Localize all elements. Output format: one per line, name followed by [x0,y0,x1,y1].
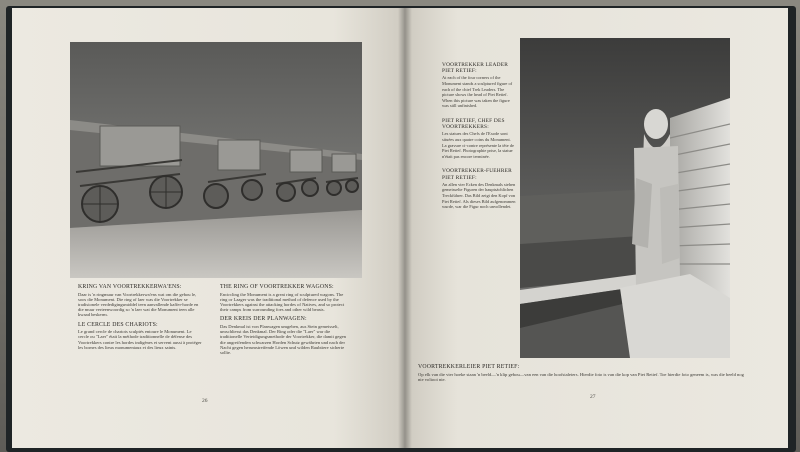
piet-retief-statue-photo [520,38,730,358]
page-number: 27 [590,394,596,400]
wagon-relief-illustration [70,42,362,278]
afrikaans-french-column [78,284,202,351]
sidebar-body: An allen vier Ecken des Denkmals stehen gemeisselte Figuren der hauptsächlichen Treckführer. Das Bild zeigt den Kopf von Piet Retief. Als dieses Bild aufgenommen wurde, war die Figur noch unvollendet. [442,181,516,210]
photo-caption [418,364,748,383]
column-heading: LE CERCLE DES CHARIOTS: [78,321,158,328]
english-german-column [220,284,350,356]
sidebar-text [442,62,516,211]
column-heading: THE RING OF VOORTREKKER WAGONS: [220,284,334,290]
ox-wagon-laager-relief-photo [70,42,362,278]
column-body: Daar is 'n ringmuur van Voortrekkerwa'ens wat om die gebou le, soos die Monument. Die ring of laer was die Voortrekker se tradisionele verdedigingsmiddel teen aanvallende kaffer-horde en die muur verteenwoordig so 'n laer wat die Monument teen alle kwaad beskerm. [78,291,199,318]
caption-heading: VOORTREKKERLEIER PIET RETIEF: [418,364,520,370]
column-body: Le grand cercle de chariots sculptés entoure le Monument. Le cercle ou "Laer" était la méthode traditionnelle de défense des Voortrekkers contre les hordes indigènes et servent aussi à protéger les bornes des lieux monumentaux et des lieux saints. [78,329,202,350]
left-page [12,8,404,448]
column-heading: DER KREIS DER PLANWAGEN: [220,316,307,323]
page-number: 26 [202,398,208,404]
sidebar-body: At each of the four corners of the Monument stands a sculptured figure of each of the chief Trek Leaders. The picture shows the head of Piet Retief. When this picture was taken the figure was still unfinished. [442,75,513,109]
right-page [404,8,788,448]
column-body: Encircling the Monument is a great ring of sculptured wagons. The ring or Laager was the traditional method of defence used by the Voortrekkers against the attacking hordes of Natives, and so protect their camps from surrounding foes and other wild beasts. [220,291,345,313]
column-body: Das Denkmal ist von Planwagen umgeben, aus Stein gemeisselt, umschliesst das Denkmal. Der Ring oder die "Laer" war die traditionelle Verteidigungsmethode der Voortrekker, die damit gegen die angreifenden schwarzen Horden Schutz gewährten und nach der Nacht gegen herumstreifende Löwen und wilden Raubtiere sicherte sollte. [220,324,346,356]
sidebar-body: Les statues des Chefs de l'Exode sont situées aux quatre coins du Monument. La gravure ci-contre représente la tête de Piet Retief. Photographie prise, la statue n'était pas encore terminée. [442,131,514,159]
book-gutter [398,8,412,448]
caption-body: Op elk van die vier hoeke staan 'n beeld—'n klip gebou—van een van die hoofstaleiers. Hierdie foto is van die kop van Piet Retief. Toe hierdie foto geneem is, was die beeld nog nie voltooi nie. [418,371,744,383]
sidebar-heading: VOORTREKKER LEADER PIET RETIEF: [442,62,509,75]
sidebar-heading: VOORTREKKER-FUEHRER PIET RETIEF: [442,168,512,181]
statue-illustration [520,38,730,358]
sidebar-heading: PIET RETIEF, CHEF DES VOORTREKKERS: [442,117,505,131]
column-heading: KRING VAN VOORTREKKERWA'ENS: [78,284,182,290]
